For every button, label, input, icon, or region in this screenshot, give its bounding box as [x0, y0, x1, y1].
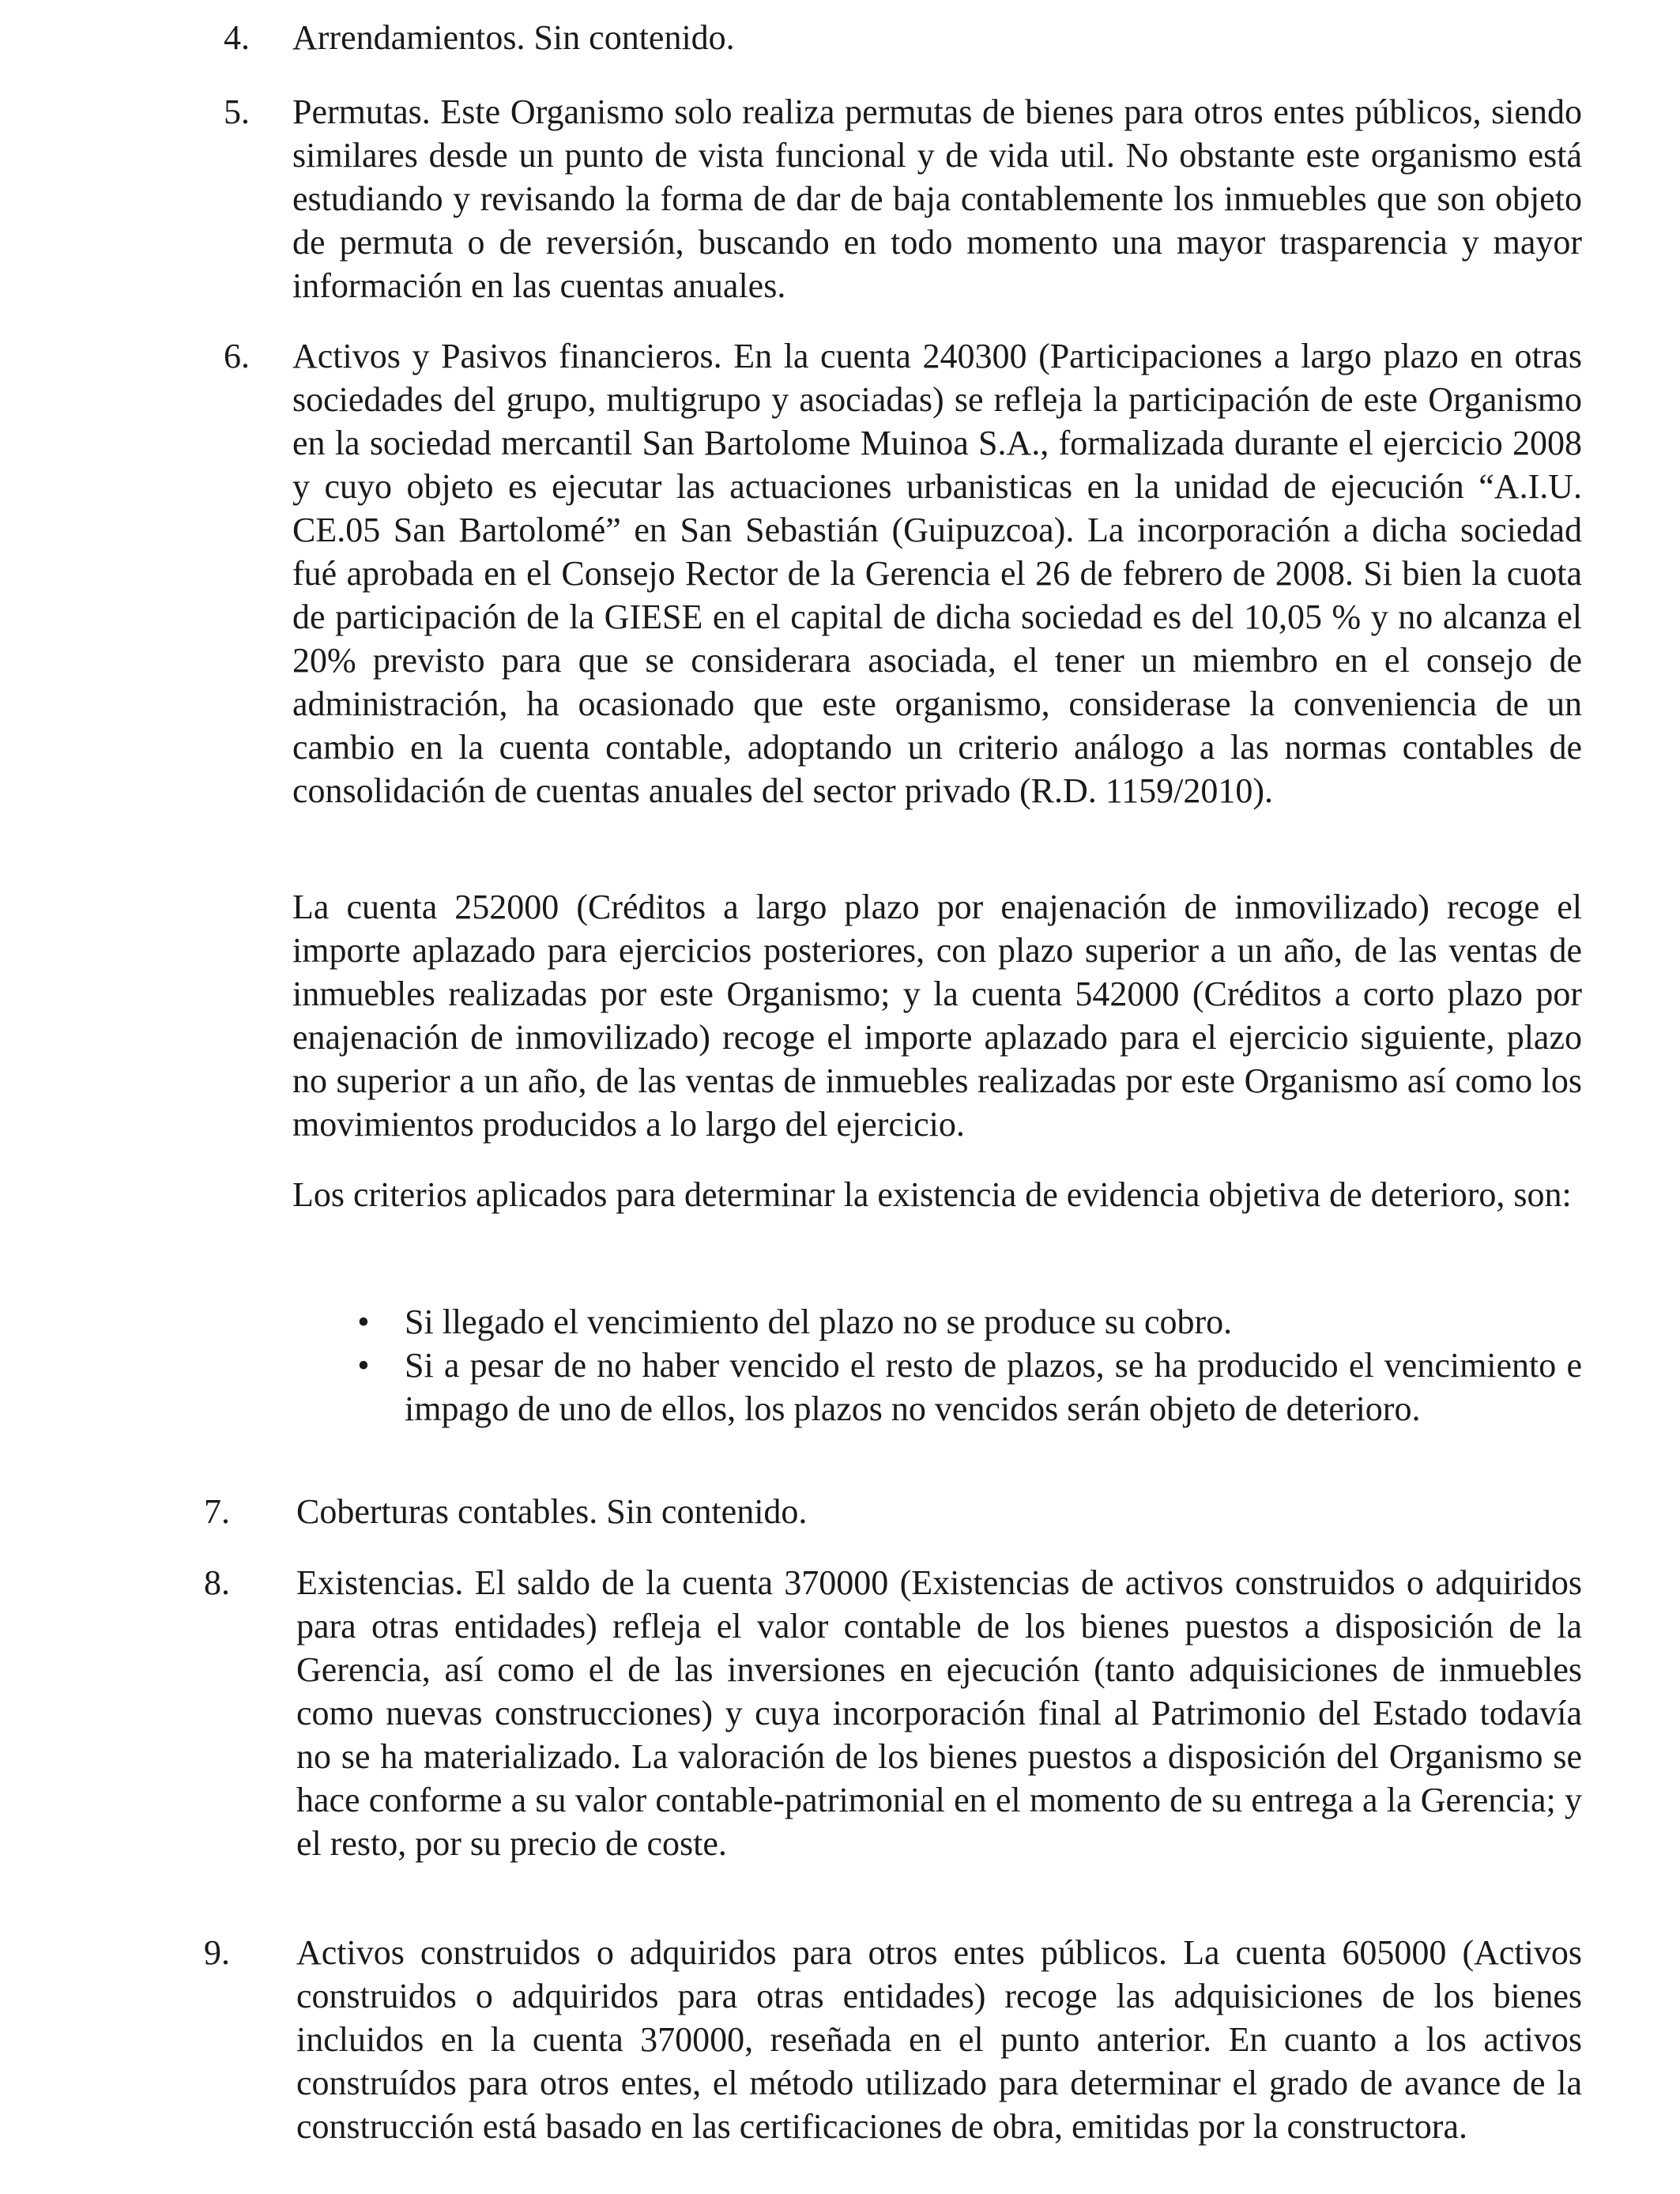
bullet-text: Si a pesar de no haber vencido el resto de plazos, se ha producido el vencimiento e impago de uno de ellos, los plazos no vencidos serán objeto de deterioro.: [405, 1346, 1582, 1428]
item-text: Existencias. El saldo de la cuenta 370000 (Existencias de activos construidos o adquiridos para otras entidades) refleja el valor contable de los bienes puestos a disposición de la Gerencia, así como el de las inversiones en ejecución (tanto adquisiciones de inmuebles como nuevas construcciones) y cuya incorporación final al Patrimonio del Estado todavía no se ha materializado. La valoración de los bienes puestos a disposición del Organismo se hace conforme a su valor contable-patrimonial en el momento de su entrega a la Gerencia; y el resto, por su precio de coste.: [296, 1563, 1582, 1863]
bullet-item: [348, 1344, 1582, 1431]
item-text: Activos y Pasivos financieros. En la cuenta 240300 (Participaciones a largo plazo en otras sociedades del grupo, multigrupo y asociadas) se refleja la participación de este Organismo en la sociedad mercantil San Bartolome Muinoa S.A., formalizada durante el ejercicio 2008 y cuyo objeto es ejecutar las actuaciones urbanisticas en la unidad de ejecución “A.I.U. CE.05 San Bartolomé” en San Sebastián (Guipuzcoa). La incorporación a dicha sociedad fué aprobada en el Consejo Rector de la Gerencia el 26 de febrero de 2008. Si bien la cuota de participación de la GIESE en el capital de dicha sociedad es del 10,05 % y no alcanza el 20% previsto para que se considerara asociada, el tener un miembro en el consejo de administración, ha ocasionado que este organismo, considerase la conveniencia de un cambio en la cuenta contable, adoptando un criterio análogo a las normas contables de consolidación de cuentas anuales del sector privado (R.D. 1159/2010).: [292, 337, 1582, 810]
item-text: Permutas. Este Organismo solo realiza permutas de bienes para otros entes públicos, siendo similares desde un punto de vista funcional y de vida util. No obstante este organismo está estudiando y revisando la forma de dar de baja contablemente los inmuebles que son objeto de permuta o de reversión, buscando en todo momento una mayor trasparencia y mayor información en las cuentas anuales.: [292, 92, 1582, 305]
bullet-text: Si llegado el vencimiento del plazo no se produce su cobro.: [405, 1302, 1233, 1341]
paragraph: Los criterios aplicados para determinar la existencia de evidencia objetiva de deterioro, son:: [292, 1175, 1572, 1214]
paragraph: La cuenta 252000 (Créditos a largo plazo por enajenación de inmovilizado) recoge el importe aplazado para ejercicios posteriores, con plazo superior a un año, de las ventas de inmuebles realizadas por este Organismo; y la cuenta 542000 (Créditos a corto plazo por enajenación de inmovilizado) recoge el importe aplazado para el ejercicio siguiente, plazo no superior a un año, de las ventas de inmuebles realizadas por este Organismo así como los movimientos producidos a lo largo del ejercicio.: [292, 888, 1582, 1144]
item-number: 6.: [224, 337, 250, 375]
bullet-icon: •: [357, 1302, 370, 1341]
bullet-list: [348, 1300, 1582, 1431]
item-number: 5.: [224, 92, 250, 131]
bullet-icon: •: [357, 1346, 370, 1385]
item-text: Coberturas contables. Sin contenido.: [296, 1492, 808, 1531]
item-number: 9.: [204, 1933, 230, 1972]
item-text: Arrendamientos. Sin contenido.: [292, 18, 735, 57]
item-number: 8.: [204, 1563, 230, 1602]
item-text: Activos construidos o adquiridos para otros entes públicos. La cuenta 605000 (Activos construidos o adquiridos para otras entidades) recoge las adquisiciones de los bienes incluidos en la cuenta 370000, reseñada en el punto anterior. En cuanto a los activos construídos para otros entes, el método utilizado para determinar el grado de avance de la construcción está basado en las certificaciones de obra, emitidas por la constructora.: [296, 1933, 1582, 2146]
item-number: 4.: [224, 18, 250, 57]
item-number: 7.: [204, 1492, 230, 1531]
bullet-item: [348, 1300, 1582, 1344]
